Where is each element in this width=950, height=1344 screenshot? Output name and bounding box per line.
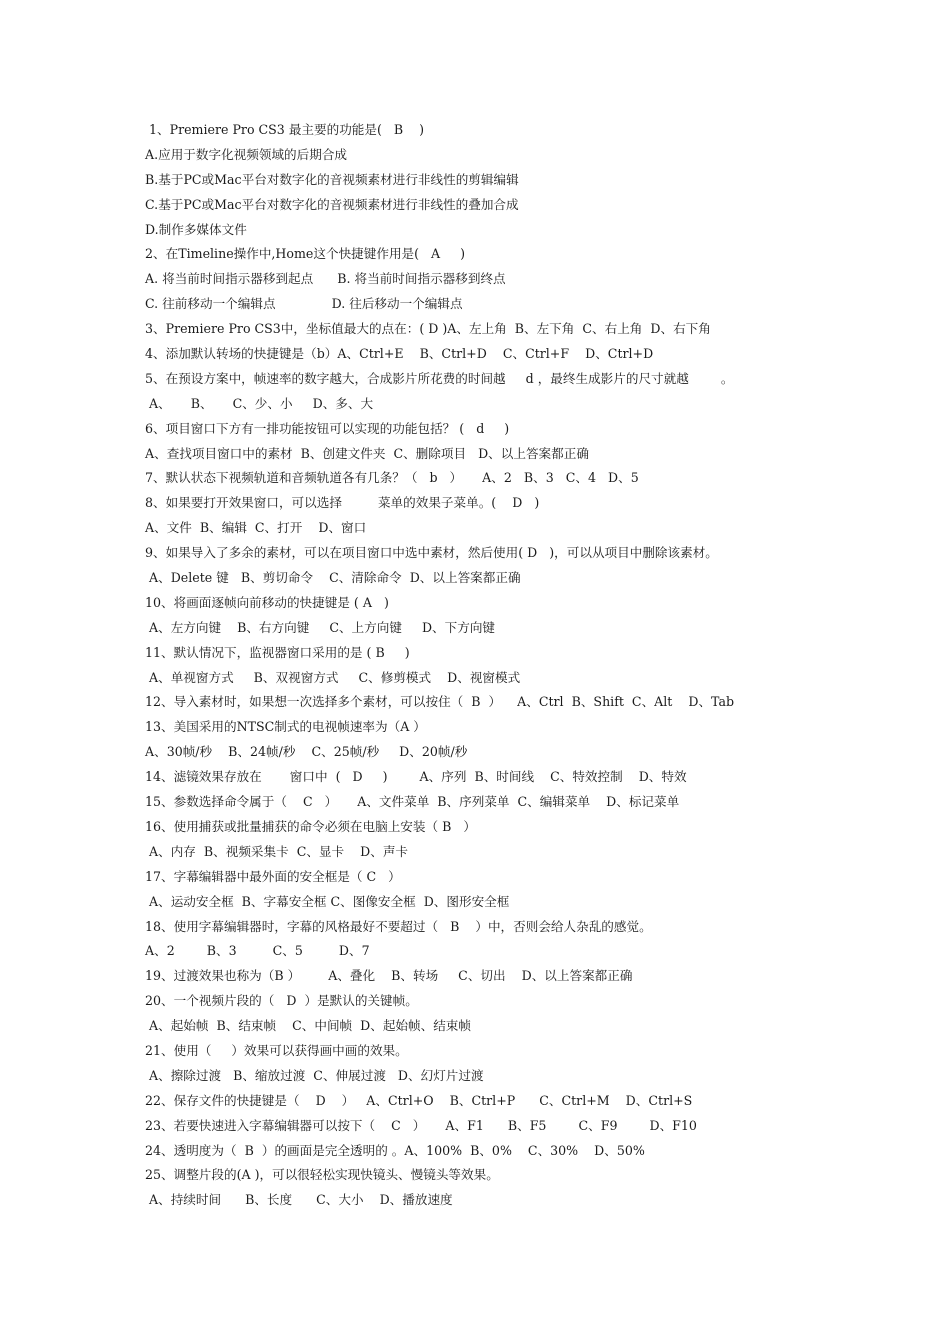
question-19: 19、过渡效果也称为（B ） A、叠化 B、转场 C、切出 D、以上答案都正确	[145, 968, 633, 984]
question-1-option-c: C.基于PC或Mac平台对数字化的音视频素材进行非线性的叠加合成	[145, 196, 519, 212]
question-1-option-b: B.基于PC或Mac平台对数字化的音视频素材进行非线性的剪辑编辑	[145, 171, 519, 187]
question-6-options: A、查找项目窗口中的素材 B、创建文件夹 C、删除项目 D、以上答案都正确	[145, 445, 589, 461]
question-21: 21、使用（ ）效果可以获得画中画的效果。	[145, 1042, 408, 1058]
question-20-options: A、起始帧 B、结束帧 C、中间帧 D、起始帧、结束帧	[145, 1018, 471, 1034]
question-5-options: A、 B、 C、少、小 D、多、大	[145, 395, 374, 411]
question-25-options: A、持续时间 B、长度 C、大小 D、播放速度	[145, 1192, 453, 1208]
question-18-options: A、2 B、3 C、5 D、7	[145, 943, 370, 959]
question-10: 10、将画面逐帧向前移动的快捷键是 ( A )	[145, 594, 389, 610]
question-12: 12、导入素材时，如果想一次选择多个素材，可以按住（ B ） A、Ctrl B、Shift C、Alt D、Tab	[145, 694, 735, 710]
question-11: 11、默认情况下，监视器窗口采用的是 ( B )	[145, 644, 410, 660]
question-25: 25、调整片段的(A )，可以很轻松实现快镜头、慢镜头等效果。	[145, 1167, 499, 1183]
question-18: 18、使用字幕编辑器时，字幕的风格最好不要超过（ B ）中，否则会给人杂乱的感觉。	[145, 918, 652, 934]
question-1: 1、Premiere Pro CS3 最主要的功能是( B )	[145, 122, 425, 137]
question-2-options-ab: A. 将当前时间指示器移到起点 B. 将当前时间指示器移到终点	[145, 271, 506, 287]
question-14: 14、滤镜效果存放在 窗口中 ( D ) A、序列 B、时间线 C、特效控制 D、特效	[145, 769, 687, 785]
question-2: 2、在Timeline操作中,Home这个快捷键作用是( A )	[145, 246, 466, 262]
question-24: 24、透明度为（ B ）的画面是完全透明的 。A、100% B、0% C、30% D、50%	[145, 1142, 645, 1158]
question-8: 8、如果要打开效果窗口，可以选择 菜单的效果子菜单。( D )	[145, 495, 540, 511]
question-16-options: A、内存 B、视频采集卡 C、显卡 D、声卡	[145, 843, 409, 859]
question-22: 22、保存文件的快捷键是（ D ） A、Ctrl+O B、Ctrl+P C、Ctrl+M D、Ctrl+S	[145, 1092, 693, 1108]
question-17: 17、字幕编辑器中最外面的安全框是（ C ）	[145, 868, 401, 884]
question-20: 20、一个视频片段的（ D ）是默认的关键帧。	[145, 993, 418, 1009]
question-9-options: A、Delete 键 B、剪切命令 C、清除命令 D、以上答案都正确	[145, 570, 521, 586]
question-10-options: A、左方向键 B、右方向键 C、上方向键 D、下方向键	[145, 619, 496, 635]
question-6: 6、项目窗口下方有一排功能按钮可以实现的功能包括？ ( d )	[145, 420, 510, 436]
question-23: 23、若要快速进入字幕编辑器可以按下（ C ） A、F1 B、F5 C、F9 D、F10	[145, 1117, 697, 1133]
question-5: 5、在预设方案中，帧速率的数字越大，合成影片所花费的时间越 d ，最终生成影片的尺寸就越 。	[145, 370, 734, 386]
question-1-option-a: A.应用于数字化视频领域的后期合成	[145, 146, 348, 162]
question-7: 7、默认状态下视频轨道和音频轨道各有几条？（ b ） A、2 B、3 C、4 D、5	[145, 470, 639, 486]
quiz-content	[145, 118, 845, 1213]
question-13: 13、美国采用的NTSC制式的电视帧速率为（A ）	[145, 719, 426, 735]
question-1-option-d: D.制作多媒体文件	[145, 221, 247, 237]
question-13-options: A、30帧/秒 B、24帧/秒 C、25帧/秒 D、20帧/秒	[145, 744, 468, 760]
question-8-options: A、文件 B、编辑 C、打开 D、窗口	[145, 520, 367, 536]
question-11-options: A、单视窗方式 B、双视窗方式 C、修剪模式 D、视窗模式	[145, 669, 521, 685]
question-9: 9、如果导入了多余的素材，可以在项目窗口中选中素材，然后使用( D )，可以从项目中删除该素材。	[145, 545, 718, 561]
question-2-options-cd: C. 往前移动一个编辑点 D. 往后移动一个编辑点	[145, 296, 463, 312]
question-4: 4、添加默认转场的快捷键是（b）A、Ctrl+E B、Ctrl+D C、Ctrl+F D、Ctrl+D	[145, 346, 654, 362]
question-15: 15、参数选择命令属于（ C ） A、文件菜单 B、序列菜单 C、编辑菜单 D、标记菜单	[145, 794, 680, 810]
question-3: 3、Premiere Pro CS3中，坐标值最大的点在：( D )A、左上角 B、左下角 C、右上角 D、右下角	[145, 321, 711, 337]
question-17-options: A、运动安全框 B、字幕安全框 C、图像安全框 D、图形安全框	[145, 893, 510, 909]
question-21-options: A、擦除过渡 B、缩放过渡 C、伸展过渡 D、幻灯片过渡	[145, 1067, 484, 1083]
question-16: 16、使用捕获或批量捕获的命令必须在电脑上安装（ B ）	[145, 818, 476, 834]
